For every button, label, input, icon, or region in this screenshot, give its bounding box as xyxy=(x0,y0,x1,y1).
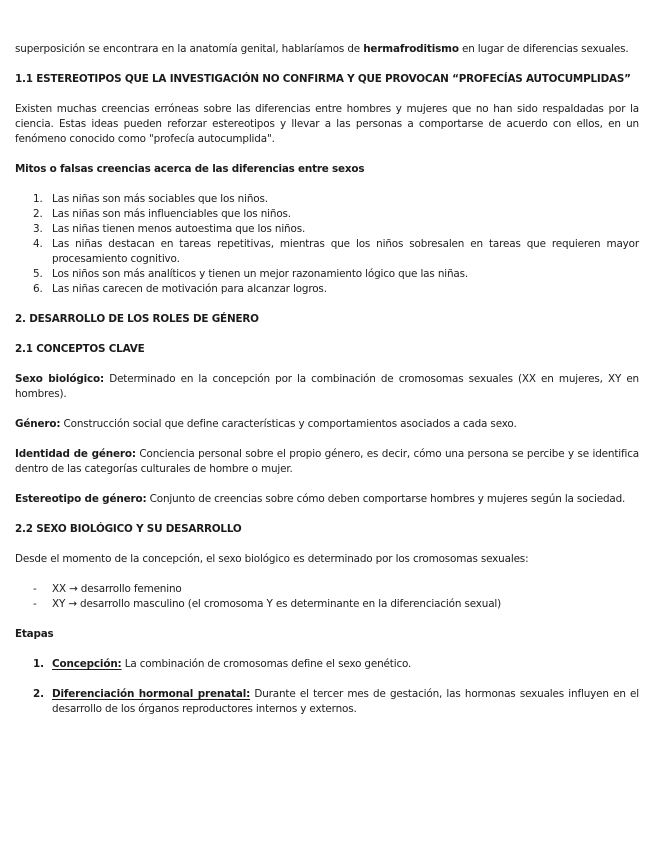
concept-definition: Determinado en la concepción por la combinación de cromosomas sexuales (XX en mujeres, XY en hombres). xyxy=(15,373,639,400)
list-item xyxy=(33,207,639,222)
concept-estereotipo-genero xyxy=(15,492,639,507)
section-2-1-heading: 2.1 CONCEPTOS CLAVE xyxy=(15,343,145,355)
concept-genero xyxy=(15,417,639,432)
list-item xyxy=(33,687,639,717)
list-text: Las niñas son más sociables que los niños. xyxy=(52,193,268,205)
list-number: 3. xyxy=(33,223,43,235)
list-text: XX → desarrollo femenino xyxy=(52,583,182,595)
list-text: Las niñas son más influenciables que los niños. xyxy=(52,208,291,220)
list-number: 6. xyxy=(33,283,43,295)
list-item xyxy=(33,267,639,282)
list-item xyxy=(33,657,639,672)
concept-identidad-genero xyxy=(15,447,639,477)
list-item xyxy=(33,222,639,237)
concept-definition: Construcción social que define características y comportamientos asociados a cada sexo. xyxy=(60,418,517,430)
list-dash: - xyxy=(33,598,37,610)
list-number: 4. xyxy=(33,238,43,250)
list-item xyxy=(33,282,639,297)
section-2-2-paragraph: Desde el momento de la concepción, el sexo biológico es determinado por los cromosomas sexuales: xyxy=(15,553,529,565)
section-2-heading: 2. DESARROLLO DE LOS ROLES DE GÉNERO xyxy=(15,313,259,325)
list-text: Las niñas tienen menos autoestima que los niños. xyxy=(52,223,306,235)
chromosome-list xyxy=(15,582,639,612)
myths-heading: Mitos o falsas creencias acerca de las diferencias entre sexos xyxy=(15,163,365,175)
intro-paragraph xyxy=(15,42,639,57)
intro-bold-term: hermafroditismo xyxy=(363,43,459,55)
stage-term: Diferenciación hormonal prenatal: xyxy=(52,688,251,700)
stages-heading: Etapas xyxy=(15,628,54,640)
list-number: 5. xyxy=(33,268,43,280)
concept-term: Género: xyxy=(15,418,61,430)
concept-term: Sexo biológico: xyxy=(15,373,105,385)
section-2-2-heading: 2.2 SEXO BIOLÓGICO Y SU DESARROLLO xyxy=(15,523,242,535)
concept-definition: Conjunto de creencias sobre cómo deben comportarse hombres y mujeres según la sociedad. xyxy=(146,493,626,505)
list-number: 1. xyxy=(33,658,44,670)
stages-list-continued xyxy=(15,687,639,717)
list-number: 1. xyxy=(33,193,43,205)
stage-term: Concepción: xyxy=(52,658,122,670)
list-item xyxy=(33,582,639,597)
section-1-1-heading: 1.1 ESTEREOTIPOS QUE LA INVESTIGACIÓN NO CONFIRMA Y QUE PROVOCAN “PROFECÍAS AUTOCUMPLIDAS” xyxy=(15,73,631,85)
stage-text: La combinación de cromosomas define el sexo genético. xyxy=(121,658,412,670)
list-text: Las niñas destacan en tareas repetitivas, mientras que los niños sobresalen en tareas que requieren mayor procesamiento cognitivo. xyxy=(52,238,639,265)
list-dash: - xyxy=(33,583,37,595)
intro-text-end: en lugar de diferencias sexuales. xyxy=(458,43,629,55)
concept-sexo-biologico xyxy=(15,372,639,402)
list-item xyxy=(33,192,639,207)
concept-definition: Conciencia personal sobre el propio género, es decir, cómo una persona se percibe y se identifica dentro de las categorías culturales de hombre o mujer. xyxy=(15,448,639,475)
list-text: Los niños son más analíticos y tienen un mejor razonamiento lógico que las niñas. xyxy=(52,268,469,280)
list-item xyxy=(33,597,639,612)
concept-term: Estereotipo de género: xyxy=(15,493,147,505)
myths-list xyxy=(15,192,639,297)
stage-text: Durante el tercer mes de gestación, las hormonas sexuales influyen en el desarrollo de los órganos reproductores internos y externos. xyxy=(52,688,639,715)
intro-text: superposición se encontrara en la anatomía genital, hablaríamos de xyxy=(15,43,364,55)
list-number: 2. xyxy=(33,208,43,220)
stages-list xyxy=(15,657,639,672)
list-item xyxy=(33,237,639,267)
list-number: 2. xyxy=(33,688,44,700)
concept-term: Identidad de género: xyxy=(15,448,136,460)
list-text: XY → desarrollo masculino (el cromosoma Y es determinante en la diferenciación sexual) xyxy=(52,598,502,610)
section-1-1-paragraph: Existen muchas creencias erróneas sobre las diferencias entre hombres y mujeres que no han sido respaldadas por la ciencia. Estas ideas pueden reforzar estereotipos y llevar a las personas a comportarse de acuerdo con ellos, en un fenómeno conocido como "profecía autocumplida". xyxy=(15,103,639,145)
list-text: Las niñas carecen de motivación para alcanzar logros. xyxy=(52,283,327,295)
